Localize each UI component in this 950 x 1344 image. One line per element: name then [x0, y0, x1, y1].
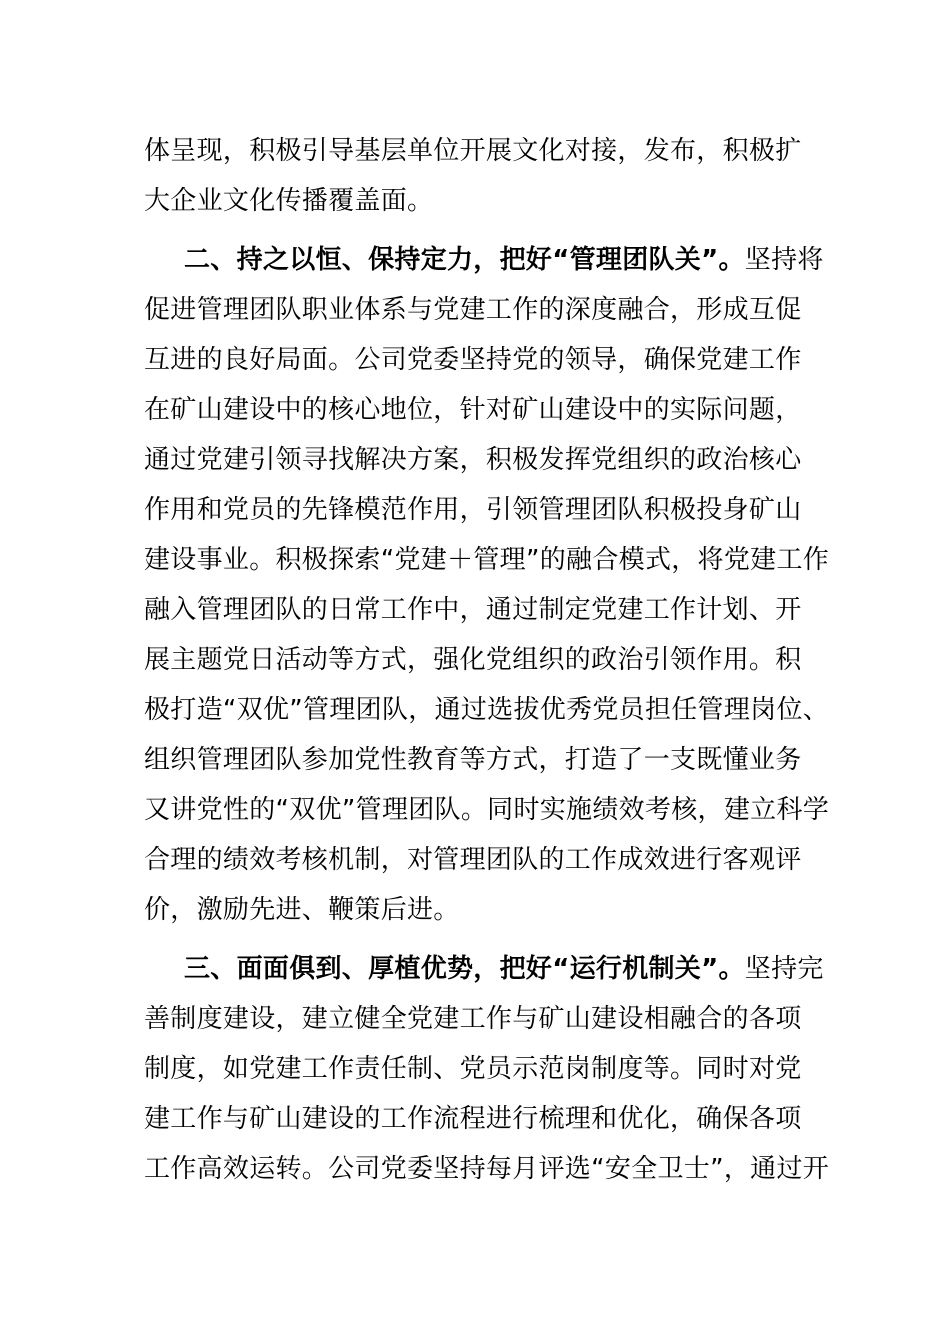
section-3-lead: 坚持完: [744, 954, 824, 984]
text-line: 又讲党性的“双优”管理团队。同时实施绩效考核，建立科学: [144, 795, 830, 825]
text-line: 作用和党员的先锋模范作用，引领管理团队积极投身矿山: [144, 495, 802, 525]
section-2-lead: 坚持将: [744, 245, 824, 275]
paragraph-gap: [144, 226, 809, 235]
text-line: 制度，如党建工作责任制、党员示范岗制度等。同时对党: [144, 1054, 802, 1084]
text-line: 价，激励先进、鞭策后进。: [144, 895, 460, 925]
text-line: 促进管理团队职业体系与党建工作的深度融合，形成互促: [144, 295, 802, 325]
paragraph-gap: [144, 935, 809, 944]
text-line: 工作高效运转。公司党委坚持每月评选“安全卫士”，通过开: [144, 1154, 830, 1184]
section-3-heading: 三、面面俱到、厚植优势，把好“运行机制关”。: [184, 954, 745, 984]
text-line: 大企业文化传播覆盖面。: [144, 186, 434, 216]
text-line: 展主题党日活动等方式，强化党组织的政治引领作用。积: [144, 645, 802, 675]
text-line: 组织管理团队参加党性教育等方式，打造了一支既懂业务: [144, 745, 802, 775]
text-line: 互进的良好局面。公司党委坚持党的领导，确保党建工作: [144, 345, 802, 375]
text-line: 合理的绩效考核机制，对管理团队的工作成效进行客观评: [144, 845, 802, 875]
text-line: 建工作与矿山建设的工作流程进行梳理和优化，确保各项: [144, 1104, 802, 1134]
section-2-heading: 二、持之以恒、保持定力，把好“管理团队关”。: [184, 245, 745, 275]
text-line: 通过党建引领寻找解决方案，积极发挥党组织的政治核心: [144, 445, 802, 475]
text-line: 体呈现，积极引导基层单位开展文化对接，发布，积极扩: [144, 136, 802, 166]
text-line: 善制度建设，建立健全党建工作与矿山建设相融合的各项: [144, 1004, 802, 1034]
section-2-first-line: [144, 235, 824, 285]
text-line: 在矿山建设中的核心地位，针对矿山建设中的实际问题，: [144, 395, 802, 425]
document-body: [144, 126, 830, 1194]
text-line: 建设事业。积极探索“党建＋管理”的融合模式，将党建工作: [144, 545, 830, 575]
section-3-first-line: [144, 944, 824, 994]
text-line: 极打造“双优”管理团队，通过选拔优秀党员担任管理岗位、: [144, 695, 830, 725]
text-line: 融入管理团队的日常工作中，通过制定党建工作计划、开: [144, 595, 802, 625]
